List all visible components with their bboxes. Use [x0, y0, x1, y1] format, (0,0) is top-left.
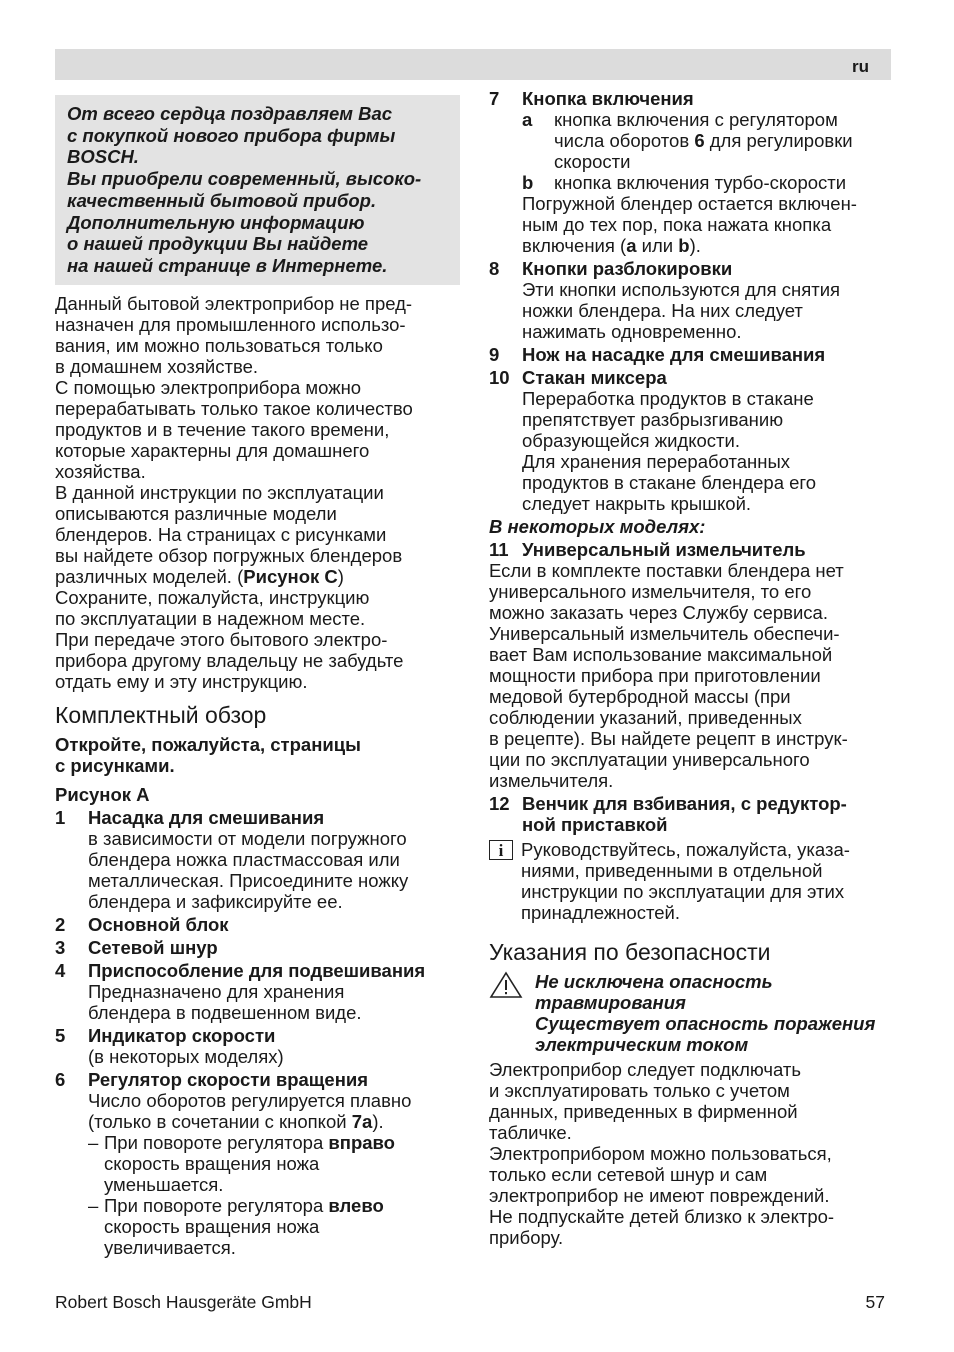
paragraph-models: В данной инструкции по эксплуатации описываются различные модели блендеров. На страницах с рисунками вы найдете обзор погружных блендеров различных моделей. (Рисунок С)	[55, 481, 403, 587]
list-item: 3 Сетевой шнур	[55, 936, 218, 958]
list-item: 10 Стакан миксера Переработка продуктов в стакане препятствует разбрызгиванию образующейся жидкости. Для хранения переработанных продуктов в стакане блендера его следует накрыть крышкой.	[489, 367, 817, 514]
paragraph-usage: Данный бытовой электроприбор не пред- назначен для промышленного использо- вания, им можно пользоваться только в домашнем хозяйстве.	[55, 292, 413, 377]
dash-item: – При повороте регулятора влево скорость вращения ножа увеличивается.	[88, 1194, 384, 1258]
info-icon: i	[489, 840, 513, 860]
paragraph-damage: Электроприбором можно пользоваться, только если сетевой шнур и сам электроприбор не имеют повреждений.	[489, 1143, 832, 1206]
list-item: 11 Универсальный измельчитель	[489, 539, 806, 560]
list-item: 8 Кнопки разблокировки Эти кнопки используются для снятия ножки блендера. На них следует нажимать одновременно.	[489, 258, 841, 342]
open-pages-note: Откройте, пожалуйста, страницы с рисунками.	[55, 733, 361, 776]
paragraph-transfer: При передаче этого бытового электро- прибора другому владельцу не забудьте отдать ему и эту инструкцию.	[55, 628, 404, 692]
figure-a-label: Рисунок А	[55, 783, 150, 805]
dash-item: – При повороте регулятора вправо скорость вращения ножа уменьшается.	[88, 1131, 395, 1195]
some-models-label: В некоторых моделях:	[489, 516, 706, 537]
intro-line: о нашей продукции Вы найдете	[67, 233, 369, 255]
section-title-safety: Указания по безопасности	[489, 939, 771, 965]
list-item: 9 Нож на насадке для смешивания	[489, 344, 826, 365]
paragraph-connect: Электроприбор следует подключать и эксплуатировать только с учетом данных, приведенных в фирменной табличке.	[489, 1059, 802, 1143]
list-item: 7 Кнопка включения a кнопка включения с регулятором числа оборотов 6 для регулировки скорости b кнопка включения турбо-скорости Погружной блендер остается включен- ным до тех пор, пока нажата кнопка включения (a или b).	[489, 88, 895, 256]
info-note: i Руководствуйтесь, пожалуйста, указа- ниями, приведенными в отдельной инструкции по эксплуатации для этих принадлежностей.	[489, 839, 895, 923]
intro-line: Вы приобрели современный, высоко-	[67, 168, 422, 190]
intro-line: качественный бытовой прибор.	[67, 189, 377, 211]
footer-page-number: 57	[865, 1292, 885, 1312]
paragraph-chopper: Если в комплекте поставки блендера нет универсального измельчителя, то его можно заказать через Службу сервиса. Универсальный измельчитель обеспечи- вает Вам использование максимальной мощности прибора при приготовлении медовой бутербродной массы (при соблюдении указаний, приведенных в рецепте). Вы найдете рецепт в инструк- ции по эксплуатации универсального измельчителя.	[489, 560, 848, 791]
header-bar	[55, 49, 891, 80]
list-item: 12 Венчик для взбивания, с редуктор- ной приставкой	[489, 793, 847, 835]
paragraph-keep: Сохраните, пожалуйста, инструкцию по эксплуатации в надежном месте.	[55, 586, 370, 629]
intro-line: BOSCH.	[67, 146, 139, 168]
right-column	[489, 86, 895, 1248]
warning-triangle-icon	[489, 971, 535, 1055]
intro-line: Дополнительную информацию	[67, 211, 365, 233]
paragraph-quantity: С помощью электроприбора можно перерабатывать только такое количество продуктов и в течение такого времени, которые характерны для домашнего хозяйства.	[55, 376, 413, 482]
warning-note: Не исключена опасность травмирования Существует опасность поражения электрическим током	[489, 971, 895, 1055]
language-label: ru	[852, 57, 869, 76]
list-item: 1 Насадка для смешивания в зависимости от модели погружного блендера ножка пластмассовая или металлическая. Присоедините ножку блендера и зафиксируйте ее.	[55, 806, 409, 912]
list-item: 2 Основной блок	[55, 913, 229, 935]
intro-line: От всего сердца поздравляем Вас	[67, 103, 393, 124]
footer-company: Robert Bosch Hausgeräte GmbH	[55, 1292, 312, 1312]
sub-item-a: a кнопка включения с регулятором числа оборотов 6 для регулировки скорости	[522, 109, 853, 172]
list-item: 4 Приспособление для подвешивания Предназначено для хранения блендера в подвешенном виде.	[55, 959, 426, 1023]
section-title-overview: Комплектный обзор	[55, 701, 267, 728]
left-column	[55, 95, 460, 1258]
intro-line: на нашей странице в Интернете.	[67, 254, 388, 276]
sub-item-b: b кнопка включения турбо-скорости	[522, 172, 847, 193]
paragraph-children: Не подпускайте детей близко к электро- прибору.	[489, 1206, 835, 1248]
intro-box	[55, 95, 460, 285]
intro-line: с покупкой нового прибора фирмы	[67, 124, 396, 146]
list-item: 6 Регулятор скорости вращения Число оборотов регулируется плавно (только в сочетании с кнопкой 7a). – При повороте регулятора вправо скорость вращения ножа уменьшается. – При повороте регулятора влево скорость вращения ножа увеличивается.	[55, 1069, 460, 1258]
list-item: 5 Индикатор скорости (в некоторых моделях)	[55, 1024, 284, 1067]
